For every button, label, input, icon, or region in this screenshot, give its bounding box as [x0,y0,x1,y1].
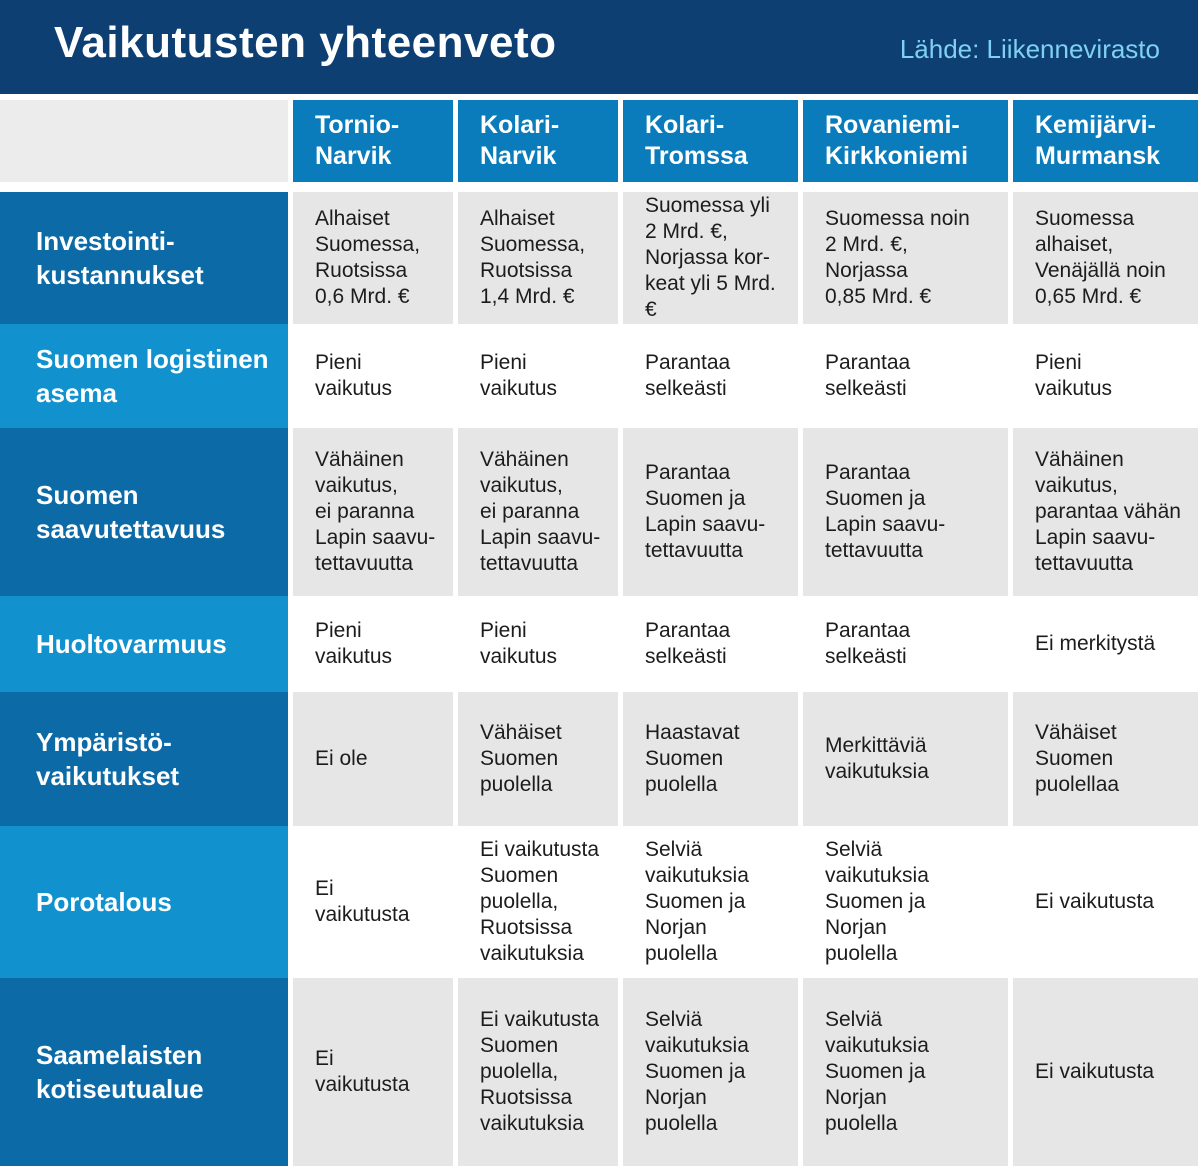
table-cell: Vähäiset Suomen puolella [458,692,618,826]
column-header: Kemijärvi- Murmansk [1013,94,1198,192]
table-cell: Selviä vaikutuksia Suomen ja Norjan puolella [803,978,1008,1166]
page-title: Vaikutusten yhteenveto [54,18,557,67]
table-cell: Ei vaikutusta [293,826,453,978]
table-cell: Suomessa noin 2 Mrd. €, Norjassa 0,85 Mrd. € [803,192,1008,324]
table-cell: Pieni vaikutus [293,324,453,428]
table-cell: Suomessa yli 2 Mrd. €, Norjassa kor- keat yli 5 Mrd. € [623,192,798,324]
table-corner [0,94,288,192]
row-header: Investointi- kustannukset [0,192,288,324]
row-header: Suomen saavutettavuus [0,428,288,596]
table-cell: Ei ole [293,692,453,826]
summary-table [0,94,1198,1176]
table-cell: Ei vaikutusta [293,978,453,1166]
table-cell: Ei merkitystä [1013,596,1198,692]
table-cell: Parantaa selkeästi [803,324,1008,428]
table-cell: Ei vaikutusta [1013,978,1198,1166]
column-header: Rovaniemi- Kirkkoniemi [803,94,1008,192]
table-cell: Selviä vaikutuksia Suomen ja Norjan puolella [803,826,1008,978]
table-cell: Pieni vaikutus [293,596,453,692]
row-header: Suomen logistinen asema [0,324,288,428]
table-cell: Vähäinen vaikutus, ei paranna Lapin saavu- tettavuutta [458,428,618,596]
table-cell: Selviä vaikutuksia Suomen ja Norjan puolella [623,826,798,978]
table-cell: Pieni vaikutus [458,596,618,692]
source-label: Lähde: Liikennevirasto [899,34,1160,64]
table-cell: Pieni vaikutus [1013,324,1198,428]
row-header: Porotalous [0,826,288,978]
column-header: Kolari- Tromssa [623,94,798,192]
table-cell: Ei vaikutusta Suomen puolella, Ruotsissa vaikutuksia [458,826,618,978]
column-header: Tornio- Narvik [293,94,453,192]
table-cell: Merkittäviä vaikutuksia [803,692,1008,826]
table-cell: Parantaa Suomen ja Lapin saavu- tettavuutta [623,428,798,596]
row-header: Ympäristö- vaikutukset [0,692,288,826]
column-header: Kolari- Narvik [458,94,618,192]
header [0,0,1198,94]
table-cell: Alhaiset Suomessa, Ruotsissa 1,4 Mrd. € [458,192,618,324]
table-cell: Ei vaikutusta Suomen puolella, Ruotsissa vaikutuksia [458,978,618,1166]
table-cell: Parantaa Suomen ja Lapin saavu- tettavuutta [803,428,1008,596]
table-cell: Alhaiset Suomessa, Ruotsissa 0,6 Mrd. € [293,192,453,324]
table-cell: Parantaa selkeästi [803,596,1008,692]
table-cell: Selviä vaikutuksia Suomen ja Norjan puolella [623,978,798,1166]
table-cell: Suomessa alhaiset, Venäjällä noin 0,65 Mrd. € [1013,192,1198,324]
table-cell: Pieni vaikutus [458,324,618,428]
row-header: Saamelaisten kotiseutualue [0,978,288,1166]
table-cell: Parantaa selkeästi [623,324,798,428]
table-cell: Vähäinen vaikutus, parantaa vähän Lapin saavu- tettavuutta [1013,428,1198,596]
table-cell: Vähäiset Suomen puolellaa [1013,692,1198,826]
table-cell: Haastavat Suomen puolella [623,692,798,826]
table-cell: Ei vaikutusta [1013,826,1198,978]
row-header: Huoltovarmuus [0,596,288,692]
table-cell: Vähäinen vaikutus, ei paranna Lapin saavu- tettavuutta [293,428,453,596]
table-cell: Parantaa selkeästi [623,596,798,692]
